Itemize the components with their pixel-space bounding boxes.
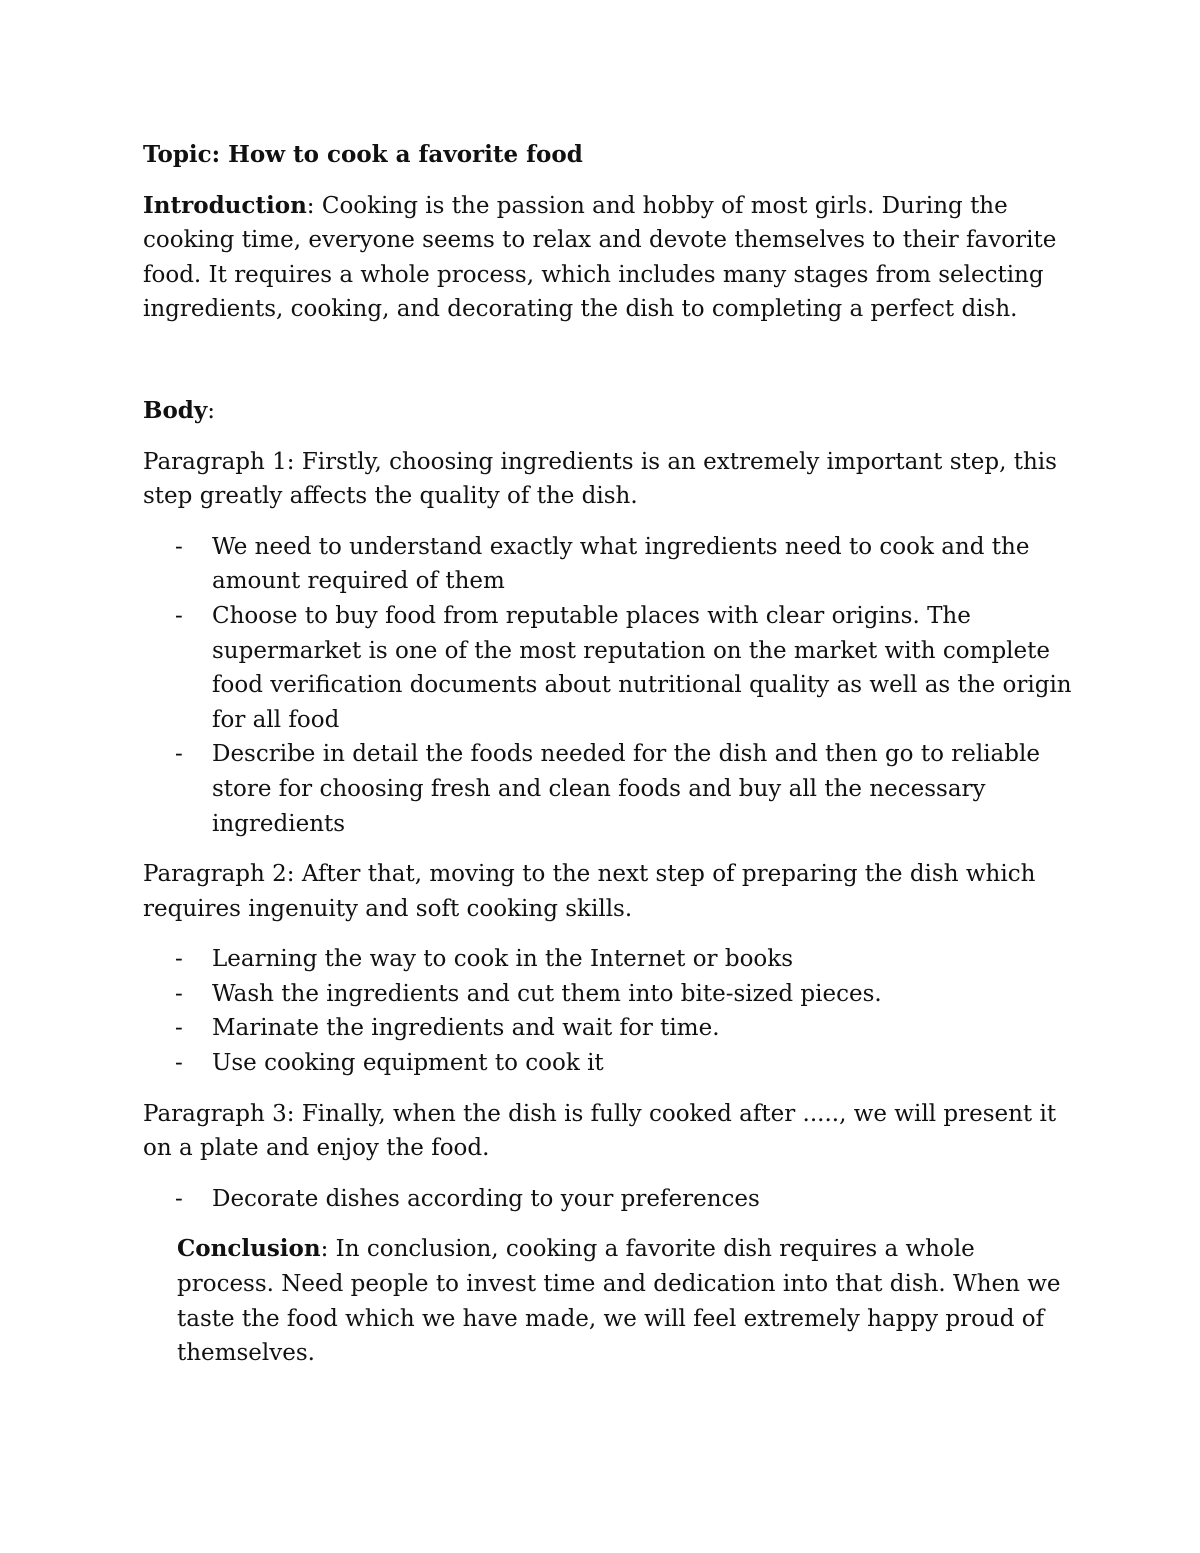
paragraph-3: Paragraph 3: Finally, when the dish is fully cooked after ....., we will present it on a plate and enjoy the food. (143, 1100, 1057, 1162)
list-item (143, 1046, 1073, 1081)
list-item-text: Describe in detail the foods needed for the dish and then go to reliable store for choosing fresh and clean foods and buy all the necessary ingredients (212, 741, 1040, 837)
conclusion-separator: : (320, 1236, 329, 1263)
list-item (143, 599, 1073, 737)
introduction-label: Introduction (143, 191, 307, 219)
dash-bullet: - (175, 1185, 183, 1212)
conclusion-paragraph (143, 1232, 1073, 1370)
list-item-text: Decorate dishes according to your preferences (212, 1185, 760, 1212)
paragraph-1: Paragraph 1: Firstly, choosing ingredients is an extremely important step, this step greatly affects the quality of the dish. (143, 448, 1057, 510)
dash-bullet: - (175, 1050, 183, 1077)
paragraph-2-list (143, 942, 1073, 1080)
topic-heading: Topic: How to cook a favorite food (143, 141, 583, 168)
list-item (143, 1011, 1073, 1046)
dash-bullet: - (175, 741, 183, 768)
dash-bullet: - (175, 980, 183, 1007)
paragraph-2: Paragraph 2: After that, moving to the next step of preparing the dish which requires ingenuity and soft cooking skills. (143, 861, 1036, 922)
list-item-text: Wash the ingredients and cut them into bite-sized pieces. (212, 980, 882, 1007)
list-item-text: Use cooking equipment to cook it (212, 1050, 604, 1077)
dash-bullet: - (175, 533, 183, 560)
list-item (143, 942, 1073, 977)
introduction-paragraph (143, 189, 1073, 327)
list-item-text: Marinate the ingredients and wait for time. (212, 1015, 720, 1042)
conclusion-text: In conclusion, cooking a favorite dish requires a whole process. Need people to invest time and dedication into that dish. When we taste the food which we have made, we will feel extremely happy proud of themselves. (177, 1236, 1061, 1367)
list-item-text: Learning the way to cook in the Internet or books (212, 946, 794, 973)
list-item (143, 977, 1073, 1012)
body-separator: : (207, 397, 215, 424)
introduction-separator: : (306, 192, 315, 219)
paragraph-3-list (143, 1182, 1073, 1217)
list-item (143, 530, 1073, 599)
document-page (143, 138, 1073, 1371)
paragraph-1-list (143, 530, 1073, 841)
dash-bullet: - (175, 1015, 183, 1042)
list-item-text: We need to understand exactly what ingredients need to cook and the amount required of them (212, 533, 1030, 595)
list-item (143, 1182, 1073, 1217)
blank-line (143, 343, 1073, 394)
introduction-text: Cooking is the passion and hobby of most girls. During the cooking time, everyone seems to relax and devote themselves to their favorite food. It requires a whole process, which includes many stages from selecting ingredients, cooking, and decorating the dish to completing a perfect dish. (143, 192, 1057, 323)
body-label: Body (143, 396, 208, 424)
list-item (143, 737, 1073, 841)
list-item-text: Choose to buy food from reputable places with clear origins. The supermarket is one of the most reputation on the market with complete food verification documents about nutritional quality as well as the origin for all food (212, 602, 1072, 733)
conclusion-label: Conclusion (177, 1235, 321, 1263)
dash-bullet: - (175, 946, 183, 973)
body-heading (143, 394, 1073, 429)
dash-bullet: - (175, 602, 183, 629)
